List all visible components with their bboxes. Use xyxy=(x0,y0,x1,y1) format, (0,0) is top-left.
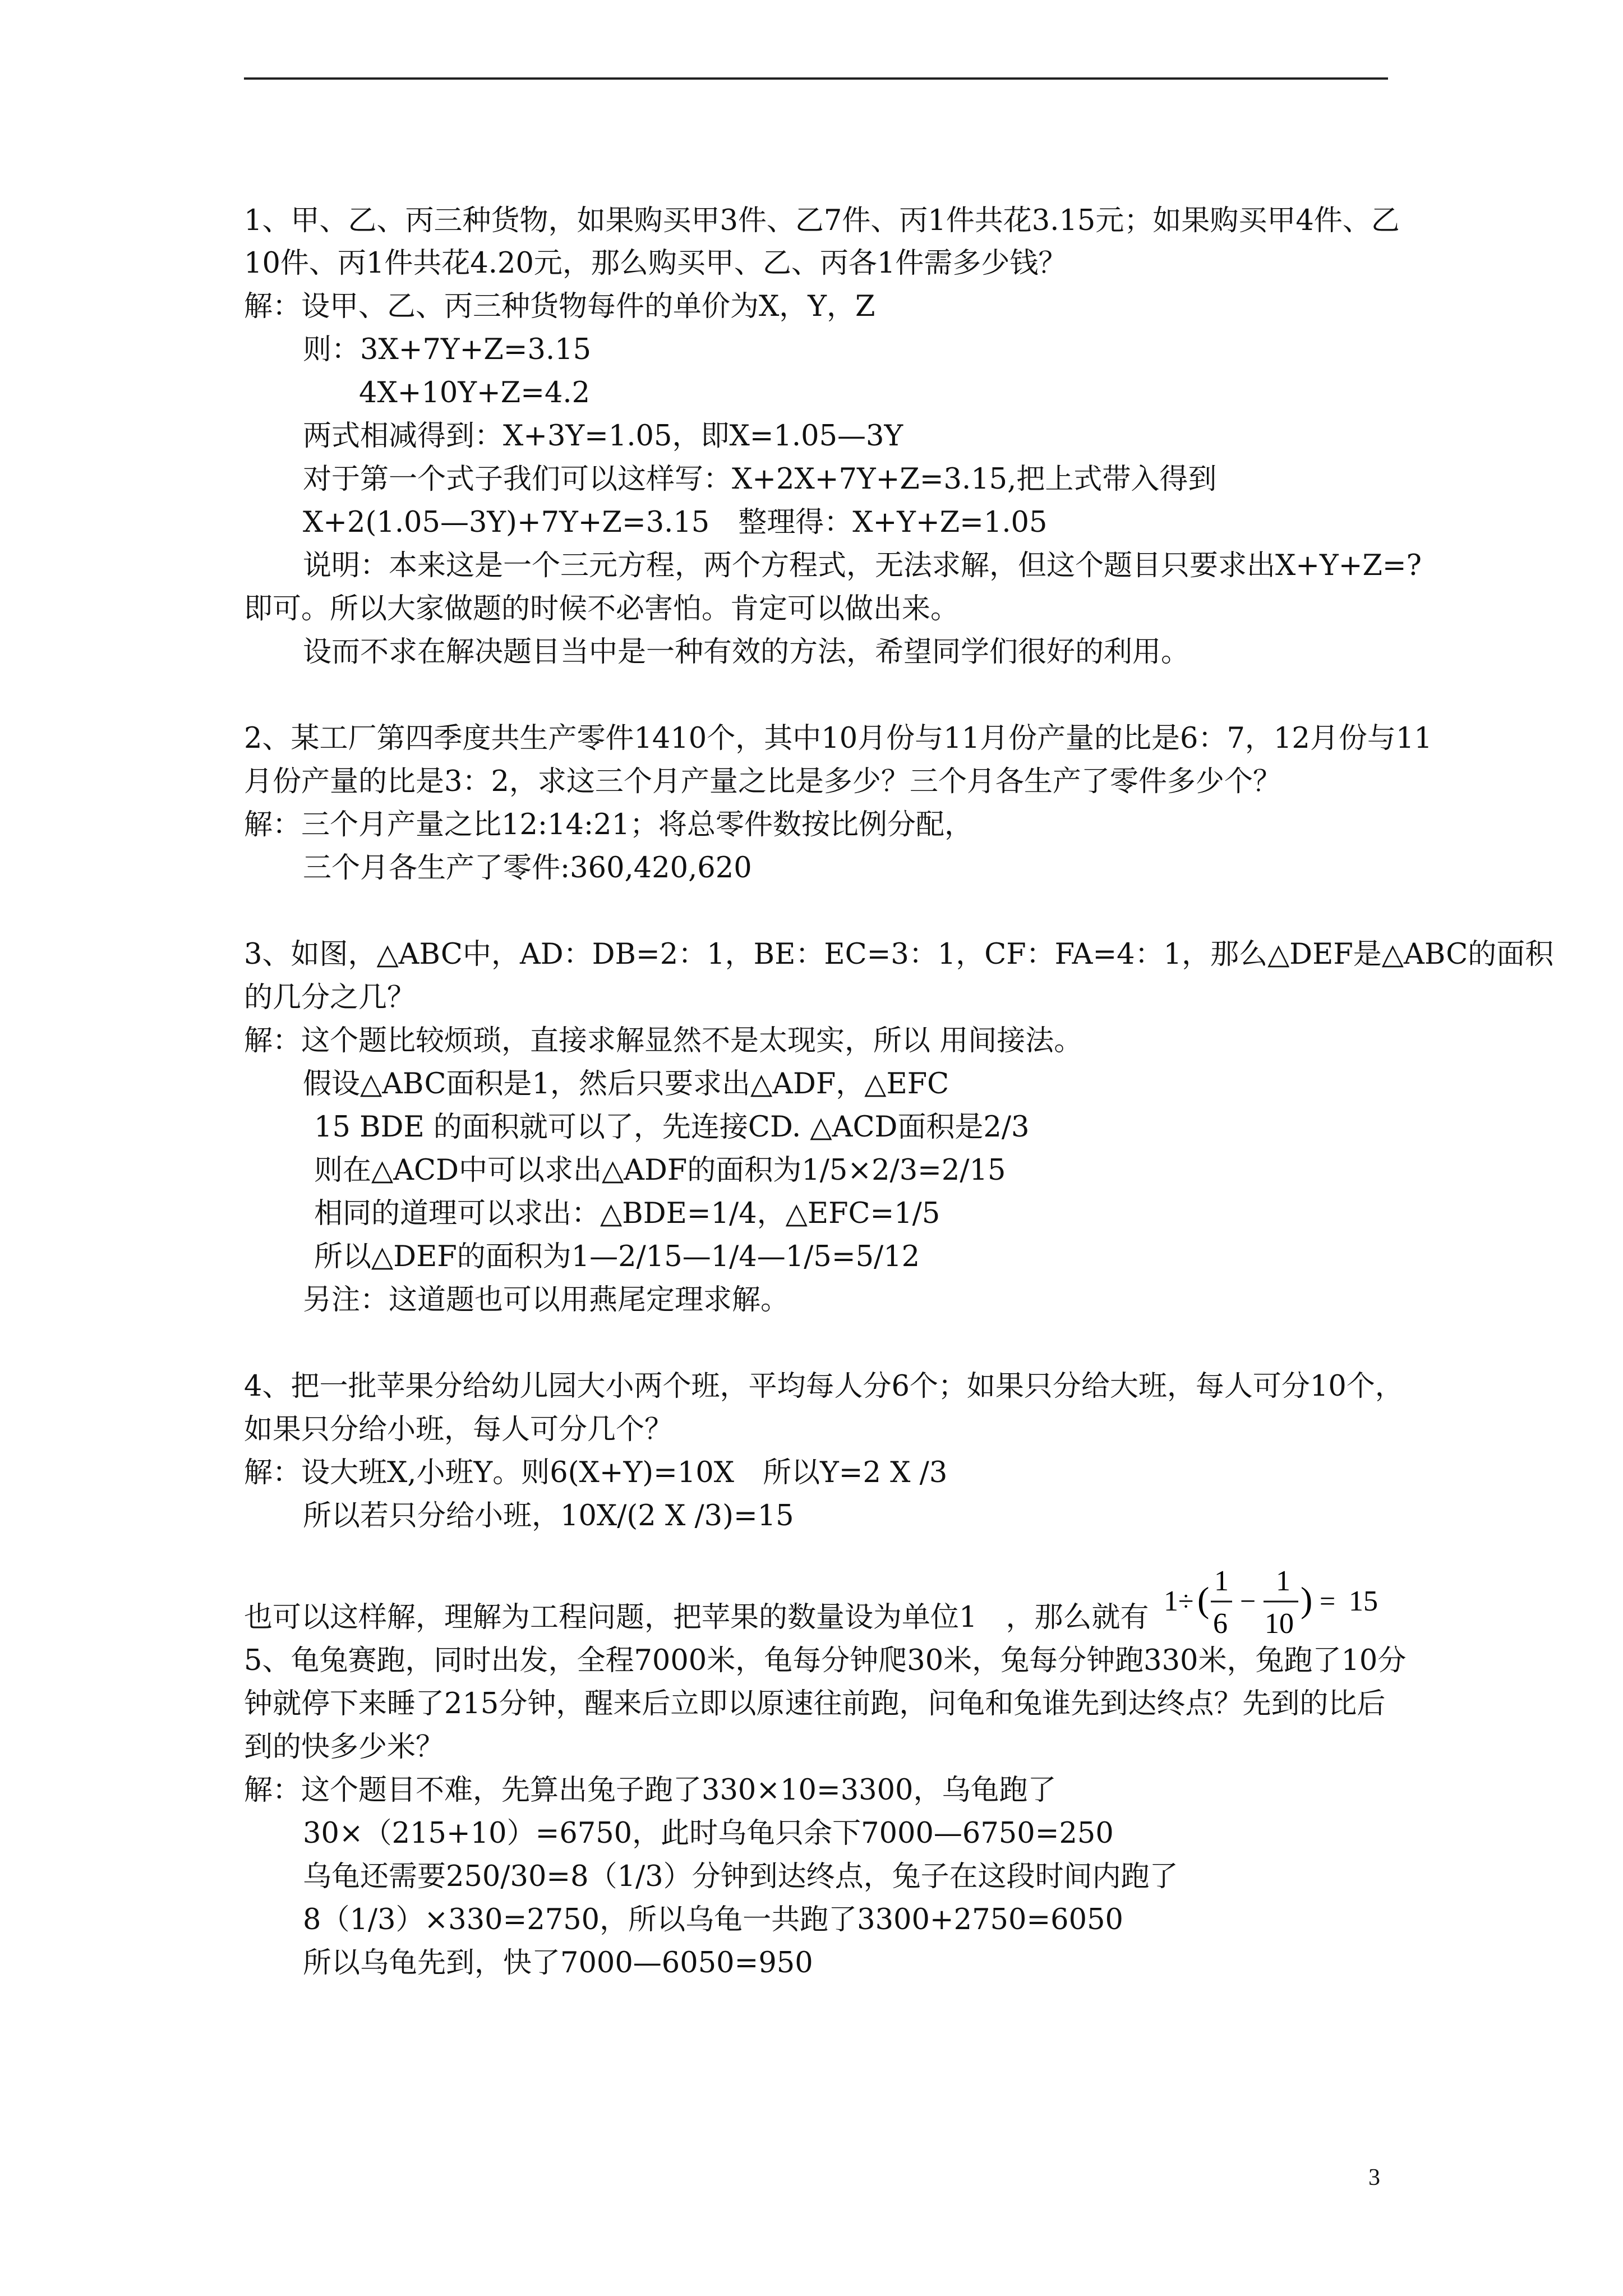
problem-4-question-line-1: 4、把一批苹果分给幼儿园大小两个班，平均每人分6个；如果只分给大班，每人可分10个， xyxy=(244,1370,1404,1403)
problem-1-question-line-1: 1、甲、乙、丙三种货物，如果购买甲3件、乙7件、丙1件共花3.15元；如果购买甲4件、乙 xyxy=(244,204,1400,237)
problem-5-solution-line-3: 乌龟还需要250/30=8（1/3）分钟到达终点，兔子在这段时间内跑了 xyxy=(303,1860,1178,1893)
problem-3-solution-line-5: 相同的道理可以求出：△BDE=1/4，△EFC=1/5 xyxy=(314,1197,940,1230)
formula-frac1-numerator: 1 xyxy=(1214,1565,1229,1597)
problem-2-solution-line-2: 三个月各生产了零件:360,420,620 xyxy=(303,852,752,885)
formula-close-paren: ) xyxy=(1301,1580,1313,1619)
problem-5-solution-line-4: 8（1/3）×330=2750，所以乌龟一共跑了3300+2750=6050 xyxy=(303,1903,1123,1936)
problem-1-solution-line-1: 解：设甲、乙、丙三种货物每件的单价为X，Y，Z xyxy=(244,290,875,323)
problem-1-solution-line-6: X+2(1.05—3Y)+7Y+Z=3.15 整理得：X+Y+Z=1.05 xyxy=(303,506,1048,539)
problem-4-solution-line-1: 解：设大班X,小班Y。则6(X+Y)=10X 所以Y=2 X /3 xyxy=(244,1456,948,1489)
formula-frac1-denominator: 6 xyxy=(1213,1608,1228,1640)
problem-2-question-line-1: 2、某工厂第四季度共生产零件1410个，其中10月份与11月份产量的比是6：7，12月份与11 xyxy=(244,722,1432,755)
problem-3-note-line: 另注：这道题也可以用燕尾定理求解。 xyxy=(303,1283,790,1317)
problem-5-solution-line-1: 解：这个题目不难，先算出兔子跑了330×10=3300，乌龟跑了 xyxy=(244,1774,1057,1807)
division-formula xyxy=(1164,1562,1388,1641)
problem-1-note-line-2: 即可。所以大家做题的时候不必害怕。肯定可以做出来。 xyxy=(244,592,960,625)
formula-divide: ÷ xyxy=(1178,1585,1194,1617)
formula-frac2-denominator: 10 xyxy=(1265,1608,1294,1640)
problem-4-question-line-2: 如果只分给小班，每人可分几个？ xyxy=(244,1413,674,1446)
problem-1-question-line-2: 10件、丙1件共花4.20元，那么购买甲、乙、丙各1件需多少钱？ xyxy=(244,247,1067,280)
formula-equals: = xyxy=(1320,1585,1336,1617)
problem-1-note-line-3: 设而不求在解决题目当中是一种有效的方法，希望同学们很好的利用。 xyxy=(303,636,1190,669)
problem-1-solution-line-3: 4X+10Y+Z=4.2 xyxy=(359,376,591,409)
problem-4-solution-line-2: 所以若只分给小班，10X/(2 X /3)=15 xyxy=(303,1499,794,1533)
problem-3-solution-line-4: 则在△ACD中可以求出△ADF的面积为1/5×2/3=2/15 xyxy=(314,1154,1006,1187)
problem-5-solution-line-5: 所以乌龟先到，快了7000—6050=950 xyxy=(303,1947,813,1980)
page-number: 3 xyxy=(1368,2165,1380,2191)
problem-5-question-line-3: 到的快多少米？ xyxy=(244,1731,445,1764)
problem-3-solution-line-6: 所以△DEF的面积为1—2/15—1/4—1/5=5/12 xyxy=(314,1240,920,1273)
problem-3-solution-line-3: 15 BDE 的面积就可以了，先连接CD. △ACD面积是2/3 xyxy=(314,1111,1030,1144)
problem-2-solution-line-1: 解：三个月产量之比12:14:21；将总零件数按比例分配， xyxy=(244,808,974,841)
problem-3-solution-line-1: 解：这个题比较烦琐，直接求解显然不是太现实，所以 用间接法。 xyxy=(244,1024,1083,1057)
problem-1-solution-line-5: 对于第一个式子我们可以这样写：X+2X+7Y+Z=3.15,把上式带入得到 xyxy=(303,463,1217,496)
formula-minus: − xyxy=(1240,1585,1256,1617)
problem-1-note-line-1: 说明：本来这是一个三元方程，两个方程式，无法求解，但这个题目只要求出X+Y+Z=? xyxy=(303,549,1422,582)
problem-5-question-line-2: 钟就停下来睡了215分钟，醒来后立即以原速往前跑，问龟和兔谁先到达终点？先到的比后 xyxy=(244,1687,1386,1720)
problem-1-solution-line-2: 则：3X+7Y+Z=3.15 xyxy=(303,333,592,366)
formula-open-paren: ( xyxy=(1197,1580,1210,1619)
problem-5-question-line-1: 5、龟兔赛跑，同时出发，全程7000米，龟每分钟爬30米，兔每分钟跑330米，兔跑了10分 xyxy=(244,1644,1407,1677)
problem-3-solution-line-2: 假设△ABC面积是1，然后只要求出△ADF，△EFC xyxy=(303,1068,949,1101)
header-rule xyxy=(244,77,1388,80)
problem-5-solution-line-2: 30×（215+10）=6750，此时乌龟只余下7000—6750=250 xyxy=(303,1817,1114,1850)
problem-3-question-line-2: 的几分之几？ xyxy=(244,981,416,1014)
problem-3-question-line-1: 3、如图，△ABC中，AD：DB=2：1，BE：EC=3：1，CF：FA=4：1，那么△DEF是△ABC的面积 xyxy=(244,938,1554,971)
formula-frac2-numerator: 1 xyxy=(1276,1565,1290,1597)
formula-result: 15 xyxy=(1349,1585,1378,1617)
formula-lead: 1 xyxy=(1164,1585,1178,1617)
problem-2-question-line-2: 月份产量的比是3：2，求这三个月产量之比是多少？三个月各生产了零件多少个？ xyxy=(244,765,1281,798)
problem-4-alt-solution-line: 也可以这样解，理解为工程问题，把苹果的数量设为单位1 ，那么就有 xyxy=(244,1601,1149,1634)
problem-1-solution-line-4: 两式相减得到：X+3Y=1.05，即X=1.05—3Y xyxy=(303,420,903,453)
